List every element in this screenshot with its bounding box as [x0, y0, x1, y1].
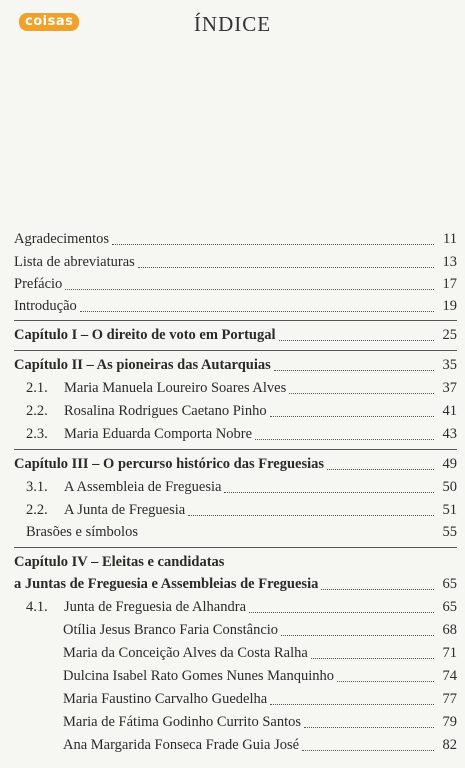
toc-section-number: 2.1. [26, 380, 48, 396]
toc-entry-label: Capítulo III – O percurso histórico das Freguesias [14, 456, 325, 472]
toc-page-number: 49 [442, 456, 457, 472]
toc-page-number: 50 [442, 479, 457, 495]
toc-entry-label: Maria Manuela Loureiro Soares Alves [64, 380, 287, 396]
toc-entry-label: A Assembleia de Freguesia [64, 479, 222, 495]
toc-entry-label: Agradecimentos [14, 231, 110, 247]
dot-leader [304, 726, 434, 728]
toc-entry-label: Otília Jesus Branco Faria Constâncio [63, 622, 279, 638]
toc-page-number: 11 [443, 231, 457, 247]
toc-entry-label: Brasões e símbolos [26, 524, 138, 540]
toc-page-number: 79 [442, 714, 457, 730]
toc-entry-abreviaturas[interactable] [14, 254, 457, 271]
toc-page-number: 74 [442, 668, 457, 684]
dot-leader [270, 703, 434, 705]
toc-entry-label: Junta de Freguesia de Alhandra [64, 599, 247, 615]
toc-page-number: 37 [442, 380, 457, 396]
dot-leader [270, 415, 434, 417]
toc-entry-label: Maria Eduarda Comporta Nobre [64, 426, 253, 442]
coisas-logo-badge: coisas [19, 13, 79, 31]
toc-section-number: 2.2. [26, 403, 48, 419]
toc-page-number: 68 [442, 622, 457, 638]
toc-page-number: 77 [442, 691, 457, 707]
toc-entry-brasoes[interactable] [26, 524, 457, 541]
toc-entry-label: Maria Faustino Carvalho Guedelha [63, 691, 268, 707]
dot-leader [188, 514, 434, 516]
toc-entry-ana-margarida[interactable] [63, 737, 457, 754]
toc-page-number: 51 [442, 502, 457, 518]
toc-entry-label: Dulcina Isabel Rato Gomes Nunes Manquinho [63, 668, 335, 684]
toc-page-number: 71 [442, 645, 457, 661]
toc-entry-maria-fatima[interactable] [63, 714, 457, 731]
toc-entry-3-1[interactable] [26, 479, 457, 496]
toc-entry-label: Prefácio [14, 276, 63, 292]
dot-leader [112, 243, 434, 245]
toc-entry-label: Rosalina Rodrigues Caetano Pinho [64, 403, 267, 419]
section-divider [14, 320, 457, 321]
section-divider [14, 449, 457, 450]
toc-page-number: 25 [442, 327, 457, 343]
toc-entry-label: a Juntas de Freguesia e Assembleias de Freguesia [14, 576, 319, 592]
toc-page-number: 65 [442, 576, 457, 592]
toc-chapter-4-heading: Capítulo IV – Eleitas e candidatas [14, 554, 225, 570]
toc-entry-label: Ana Margarida Fonseca Frade Guia José [63, 737, 300, 753]
toc-section-number: 3.1. [26, 479, 48, 495]
dot-leader [224, 491, 434, 493]
toc-entry-agradecimentos[interactable] [14, 231, 457, 248]
toc-entry-maria-faustino[interactable] [63, 691, 457, 708]
dot-leader [65, 288, 434, 290]
toc-entry-prefacio[interactable] [14, 276, 457, 293]
dot-leader [311, 657, 434, 659]
toc-section-number: 2.2. [26, 502, 48, 518]
toc-entry-label: Introdução [14, 298, 77, 314]
toc-entry-introducao[interactable] [14, 298, 457, 315]
toc-entry-dulcina[interactable] [63, 668, 457, 685]
dot-leader [141, 536, 434, 537]
page-title: ÍNDICE [193, 12, 272, 36]
section-divider [14, 350, 457, 351]
toc-page-number: 43 [442, 426, 457, 442]
dot-leader [327, 468, 434, 470]
toc-entry-label: Maria da Conceição Alves da Costa Ralha [63, 645, 308, 661]
dot-leader [138, 266, 434, 268]
toc-entry-maria-conceicao[interactable] [63, 645, 457, 662]
toc-entry-capitulo-1[interactable] [14, 327, 457, 344]
toc-page-number: 17 [442, 276, 457, 292]
toc-entry-4-1[interactable] [26, 599, 457, 616]
toc-entry-label: Capítulo II – As pioneiras das Autarquias [14, 357, 271, 373]
toc-page-number: 41 [442, 403, 457, 419]
toc-entry-capitulo-3[interactable] [14, 456, 457, 473]
dot-leader [249, 611, 434, 613]
toc-page-number: 35 [442, 357, 457, 373]
dot-leader [302, 749, 434, 751]
toc-entry-otilia[interactable] [63, 622, 457, 639]
dot-leader [279, 339, 434, 341]
dot-leader [274, 369, 434, 371]
toc-page-number: 82 [442, 737, 457, 753]
toc-entry-2-3[interactable] [26, 426, 457, 443]
dot-leader [80, 310, 434, 312]
toc-entry-capitulo-4[interactable] [14, 576, 457, 593]
dot-leader [281, 634, 434, 636]
toc-page-number: 13 [442, 254, 457, 270]
toc-entry-label: Lista de abreviaturas [14, 254, 135, 270]
section-divider [14, 547, 457, 548]
toc-entry-2-2[interactable] [26, 403, 457, 420]
dot-leader [255, 438, 434, 440]
toc-section-number: 4.1. [26, 599, 48, 615]
toc-page-number: 19 [442, 298, 457, 314]
toc-entry-label: Capítulo I – O direito de voto em Portugal [14, 327, 276, 343]
toc-page-number: 65 [442, 599, 457, 615]
toc-page-number: 55 [442, 524, 457, 540]
toc-entry-label: A Junta de Freguesia [64, 502, 186, 518]
dot-leader [289, 392, 434, 394]
toc-entry-3-2[interactable] [26, 502, 457, 519]
dot-leader [337, 680, 434, 682]
toc-section-number: 2.3. [26, 426, 48, 442]
dot-leader [321, 588, 434, 590]
toc-entry-capitulo-2[interactable] [14, 357, 457, 374]
toc-entry-label: Maria de Fátima Godinho Currito Santos [63, 714, 302, 730]
toc-entry-2-1[interactable] [26, 380, 457, 397]
